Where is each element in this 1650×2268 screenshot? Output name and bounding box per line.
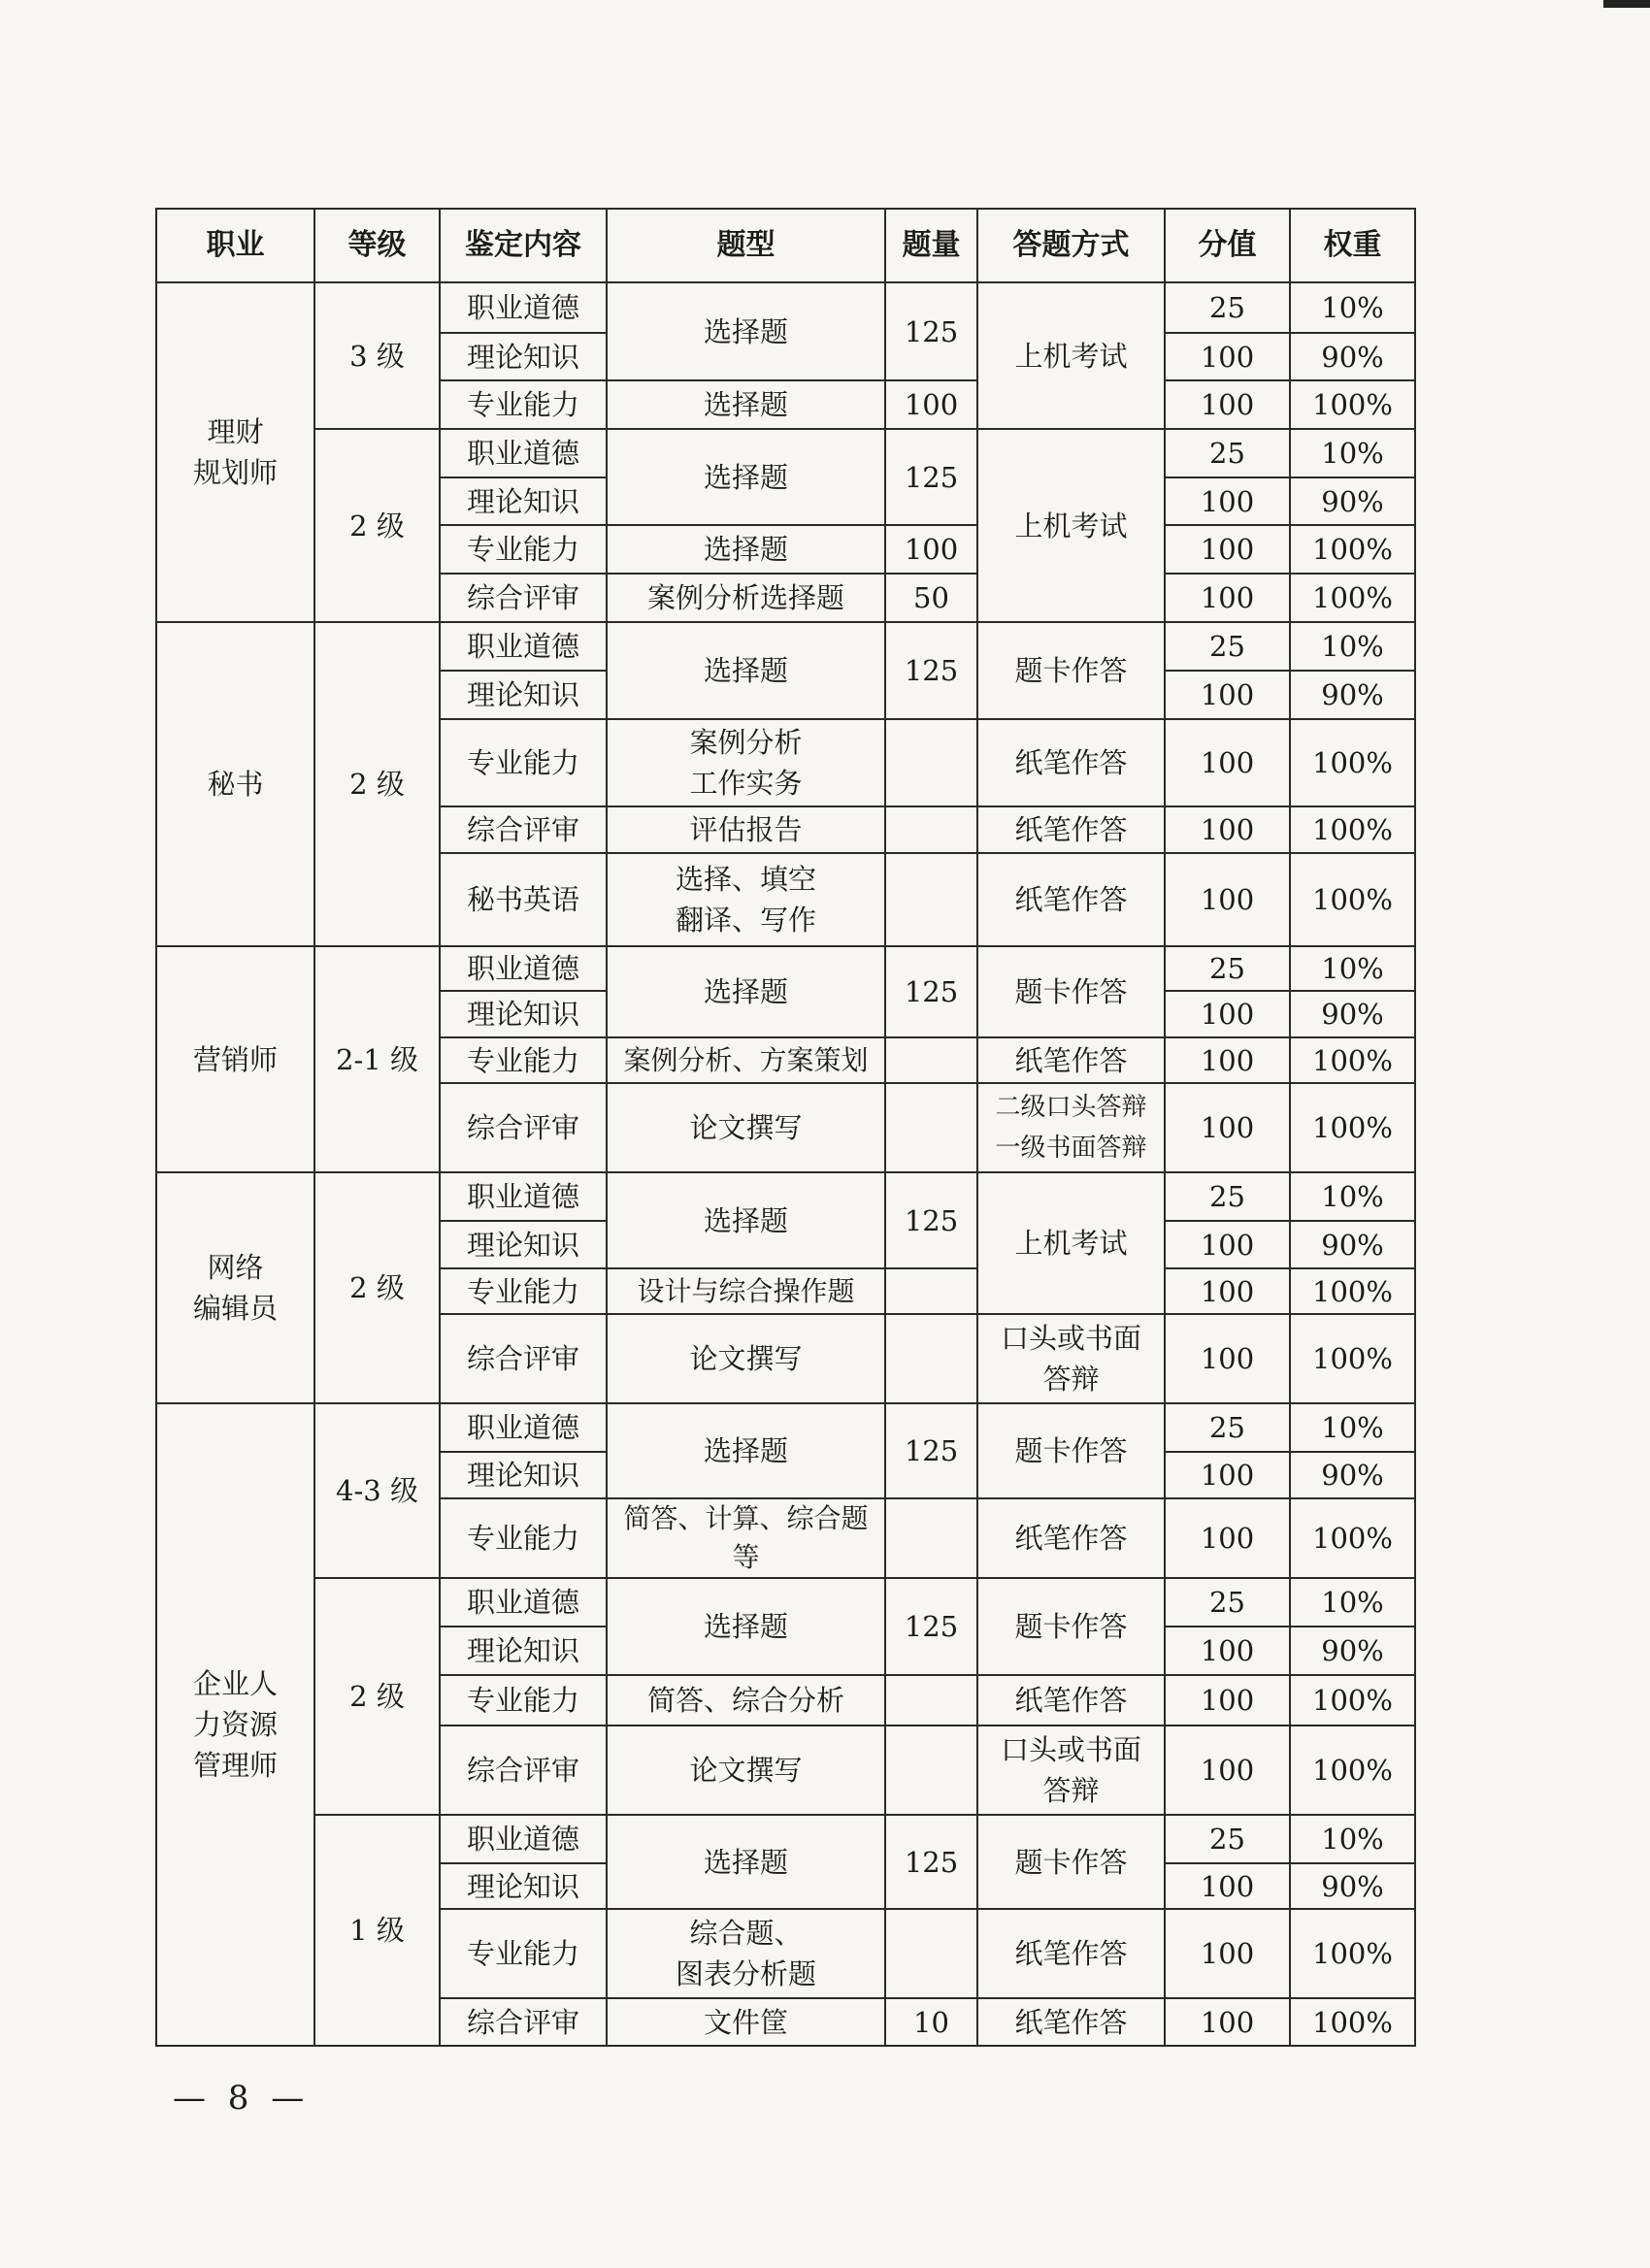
score-cell: 100 xyxy=(1165,1627,1290,1675)
score-cell: 100 xyxy=(1165,1268,1290,1314)
mode-cell: 纸笔作答 xyxy=(977,1037,1165,1083)
count-cell xyxy=(885,853,977,946)
table-row xyxy=(156,946,1415,991)
content-cell: 秘书英语 xyxy=(440,853,607,946)
count-cell xyxy=(885,1675,977,1726)
score-cell: 100 xyxy=(1165,1221,1290,1268)
header-mode: 答题方式 xyxy=(977,209,1165,282)
content-cell: 职业道德 xyxy=(440,429,607,477)
count-cell xyxy=(885,1037,977,1083)
content-cell: 综合评审 xyxy=(440,806,607,853)
mode-cell: 纸笔作答 xyxy=(977,719,1165,806)
content-cell: 理论知识 xyxy=(440,1627,607,1675)
type-cell: 选择题 xyxy=(607,946,885,1037)
weight-cell: 100% xyxy=(1290,1726,1415,1815)
score-cell: 100 xyxy=(1165,380,1290,429)
header-level: 等级 xyxy=(314,209,440,282)
score-cell: 100 xyxy=(1165,1037,1290,1083)
content-cell: 理论知识 xyxy=(440,671,607,719)
score-cell: 25 xyxy=(1165,946,1290,991)
type-cell: 论文撰写 xyxy=(607,1314,885,1403)
mode-cell: 题卡作答 xyxy=(977,1815,1165,1909)
type-cell: 综合题、 图表分析题 xyxy=(607,1909,885,1998)
weight-cell: 100% xyxy=(1290,806,1415,853)
page-number: — 8 — xyxy=(173,2079,311,2118)
table-row xyxy=(156,1815,1415,1863)
weight-cell: 90% xyxy=(1290,1627,1415,1675)
score-cell: 100 xyxy=(1165,1675,1290,1726)
type-cell: 选择题 xyxy=(607,1815,885,1909)
type-cell: 选择题 xyxy=(607,622,885,719)
count-cell: 125 xyxy=(885,1578,977,1675)
table-row xyxy=(156,1172,1415,1221)
score-cell: 100 xyxy=(1165,806,1290,853)
weight-cell: 100% xyxy=(1290,853,1415,946)
table-row xyxy=(156,1403,1415,1452)
count-cell: 100 xyxy=(885,380,977,429)
content-cell: 专业能力 xyxy=(440,525,607,574)
header-type: 题型 xyxy=(607,209,885,282)
count-cell: 125 xyxy=(885,1172,977,1268)
count-cell: 125 xyxy=(885,429,977,525)
score-cell: 100 xyxy=(1165,1998,1290,2046)
count-cell: 100 xyxy=(885,525,977,574)
header-content: 鉴定内容 xyxy=(440,209,607,282)
mode-cell: 纸笔作答 xyxy=(977,1909,1165,1998)
score-cell: 100 xyxy=(1165,719,1290,806)
count-cell xyxy=(885,1314,977,1403)
header-score: 分值 xyxy=(1165,209,1290,282)
score-cell: 100 xyxy=(1165,525,1290,574)
weight-cell: 10% xyxy=(1290,1403,1415,1452)
mode-cell: 上机考试 xyxy=(977,1172,1165,1314)
content-cell: 综合评审 xyxy=(440,1998,607,2046)
table-row xyxy=(156,282,1415,333)
count-cell xyxy=(885,1498,977,1578)
content-cell: 职业道德 xyxy=(440,622,607,671)
score-cell: 100 xyxy=(1165,1726,1290,1815)
level-cell: 2 级 xyxy=(314,1578,440,1815)
weight-cell: 10% xyxy=(1290,282,1415,333)
type-cell: 选择题 xyxy=(607,1578,885,1675)
mode-cell: 纸笔作答 xyxy=(977,853,1165,946)
content-cell: 职业道德 xyxy=(440,1815,607,1863)
weight-cell: 90% xyxy=(1290,671,1415,719)
content-cell: 专业能力 xyxy=(440,380,607,429)
count-cell: 125 xyxy=(885,622,977,719)
weight-cell: 100% xyxy=(1290,1675,1415,1726)
content-cell: 综合评审 xyxy=(440,1314,607,1403)
weight-cell: 100% xyxy=(1290,1998,1415,2046)
header-count: 题量 xyxy=(885,209,977,282)
score-cell: 100 xyxy=(1165,991,1290,1037)
count-cell: 125 xyxy=(885,282,977,380)
header-weight: 权重 xyxy=(1290,209,1415,282)
mode-cell: 口头或书面 答辩 xyxy=(977,1314,1165,1403)
mode-cell: 题卡作答 xyxy=(977,1578,1165,1675)
level-cell: 3 级 xyxy=(314,282,440,429)
content-cell: 理论知识 xyxy=(440,1863,607,1909)
type-cell: 案例分析、方案策划 xyxy=(607,1037,885,1083)
content-cell: 理论知识 xyxy=(440,991,607,1037)
type-cell: 选择、填空 翻译、写作 xyxy=(607,853,885,946)
type-cell: 设计与综合操作题 xyxy=(607,1268,885,1314)
score-cell: 25 xyxy=(1165,429,1290,477)
type-cell: 选择题 xyxy=(607,1172,885,1268)
scan-edge-mark xyxy=(1603,0,1650,8)
score-cell: 25 xyxy=(1165,1578,1290,1627)
content-cell: 专业能力 xyxy=(440,1909,607,1998)
score-cell: 100 xyxy=(1165,574,1290,622)
weight-cell: 100% xyxy=(1290,719,1415,806)
mode-cell: 题卡作答 xyxy=(977,946,1165,1037)
content-cell: 综合评审 xyxy=(440,1726,607,1815)
count-cell: 125 xyxy=(885,1403,977,1498)
content-cell: 理论知识 xyxy=(440,1221,607,1268)
count-cell xyxy=(885,806,977,853)
score-cell: 25 xyxy=(1165,1172,1290,1221)
weight-cell: 100% xyxy=(1290,1268,1415,1314)
content-cell: 专业能力 xyxy=(440,1268,607,1314)
profession-cell: 秘书 xyxy=(156,622,314,946)
type-cell: 论文撰写 xyxy=(607,1083,885,1172)
type-cell: 案例分析 工作实务 xyxy=(607,719,885,806)
weight-cell: 100% xyxy=(1290,1083,1415,1172)
score-cell: 100 xyxy=(1165,477,1290,525)
count-cell: 50 xyxy=(885,574,977,622)
score-cell: 100 xyxy=(1165,333,1290,380)
level-cell: 2 级 xyxy=(314,429,440,622)
content-cell: 理论知识 xyxy=(440,1452,607,1498)
score-cell: 100 xyxy=(1165,1314,1290,1403)
mode-cell: 上机考试 xyxy=(977,429,1165,622)
score-cell: 100 xyxy=(1165,1452,1290,1498)
weight-cell: 90% xyxy=(1290,1221,1415,1268)
assessment-table xyxy=(155,208,1416,2047)
type-cell: 简答、综合分析 xyxy=(607,1675,885,1726)
content-cell: 专业能力 xyxy=(440,719,607,806)
profession-cell: 营销师 xyxy=(156,946,314,1172)
header-profession: 职业 xyxy=(156,209,314,282)
weight-cell: 100% xyxy=(1290,1909,1415,1998)
table-row xyxy=(156,1578,1415,1627)
type-cell: 简答、计算、综合题等 xyxy=(607,1498,885,1578)
header-row xyxy=(156,209,1415,282)
weight-cell: 10% xyxy=(1290,429,1415,477)
mode-cell: 二级口头答辩 一级书面答辩 xyxy=(977,1083,1165,1172)
score-cell: 100 xyxy=(1165,1863,1290,1909)
weight-cell: 100% xyxy=(1290,1037,1415,1083)
content-cell: 职业道德 xyxy=(440,1578,607,1627)
content-cell: 理论知识 xyxy=(440,477,607,525)
mode-cell: 纸笔作答 xyxy=(977,1675,1165,1726)
count-cell xyxy=(885,1268,977,1314)
weight-cell: 10% xyxy=(1290,946,1415,991)
table-row xyxy=(156,622,1415,671)
weight-cell: 10% xyxy=(1290,1815,1415,1863)
mode-cell: 纸笔作答 xyxy=(977,1998,1165,2046)
table-row xyxy=(156,429,1415,477)
count-cell: 10 xyxy=(885,1998,977,2046)
type-cell: 文件筐 xyxy=(607,1998,885,2046)
weight-cell: 90% xyxy=(1290,477,1415,525)
profession-cell: 企业人 力资源 管理师 xyxy=(156,1403,314,2046)
count-cell: 125 xyxy=(885,946,977,1037)
type-cell: 选择题 xyxy=(607,1403,885,1498)
type-cell: 选择题 xyxy=(607,282,885,380)
content-cell: 职业道德 xyxy=(440,1172,607,1221)
weight-cell: 90% xyxy=(1290,991,1415,1037)
mode-cell: 上机考试 xyxy=(977,282,1165,429)
weight-cell: 10% xyxy=(1290,622,1415,671)
score-cell: 25 xyxy=(1165,1815,1290,1863)
count-cell xyxy=(885,1909,977,1998)
type-cell: 论文撰写 xyxy=(607,1726,885,1815)
weight-cell: 100% xyxy=(1290,1498,1415,1578)
profession-cell: 理财 规划师 xyxy=(156,282,314,622)
mode-cell: 纸笔作答 xyxy=(977,1498,1165,1578)
type-cell: 选择题 xyxy=(607,525,885,574)
level-cell: 4-3 级 xyxy=(314,1403,440,1578)
type-cell: 案例分析选择题 xyxy=(607,574,885,622)
weight-cell: 100% xyxy=(1290,525,1415,574)
mode-cell: 题卡作答 xyxy=(977,1403,1165,1498)
score-cell: 25 xyxy=(1165,622,1290,671)
count-cell xyxy=(885,1726,977,1815)
score-cell: 100 xyxy=(1165,1083,1290,1172)
score-cell: 100 xyxy=(1165,1498,1290,1578)
count-cell xyxy=(885,1083,977,1172)
count-cell xyxy=(885,719,977,806)
type-cell: 选择题 xyxy=(607,429,885,525)
content-cell: 职业道德 xyxy=(440,282,607,333)
content-cell: 专业能力 xyxy=(440,1037,607,1083)
level-cell: 2 级 xyxy=(314,622,440,946)
weight-cell: 100% xyxy=(1290,380,1415,429)
profession-cell: 网络 编辑员 xyxy=(156,1172,314,1403)
weight-cell: 10% xyxy=(1290,1172,1415,1221)
weight-cell: 100% xyxy=(1290,1314,1415,1403)
score-cell: 100 xyxy=(1165,1909,1290,1998)
mode-cell: 口头或书面 答辩 xyxy=(977,1726,1165,1815)
level-cell: 2-1 级 xyxy=(314,946,440,1172)
content-cell: 专业能力 xyxy=(440,1675,607,1726)
weight-cell: 90% xyxy=(1290,1452,1415,1498)
content-cell: 综合评审 xyxy=(440,574,607,622)
weight-cell: 90% xyxy=(1290,333,1415,380)
mode-cell: 题卡作答 xyxy=(977,622,1165,719)
type-cell: 评估报告 xyxy=(607,806,885,853)
score-cell: 100 xyxy=(1165,671,1290,719)
weight-cell: 90% xyxy=(1290,1863,1415,1909)
content-cell: 综合评审 xyxy=(440,1083,607,1172)
count-cell: 125 xyxy=(885,1815,977,1909)
level-cell: 1 级 xyxy=(314,1815,440,2046)
weight-cell: 10% xyxy=(1290,1578,1415,1627)
score-cell: 25 xyxy=(1165,1403,1290,1452)
content-cell: 理论知识 xyxy=(440,333,607,380)
score-cell: 25 xyxy=(1165,282,1290,333)
level-cell: 2 级 xyxy=(314,1172,440,1403)
type-cell: 选择题 xyxy=(607,380,885,429)
mode-cell: 纸笔作答 xyxy=(977,806,1165,853)
score-cell: 100 xyxy=(1165,853,1290,946)
weight-cell: 100% xyxy=(1290,574,1415,622)
content-cell: 职业道德 xyxy=(440,946,607,991)
content-cell: 职业道德 xyxy=(440,1403,607,1452)
content-cell: 专业能力 xyxy=(440,1498,607,1578)
